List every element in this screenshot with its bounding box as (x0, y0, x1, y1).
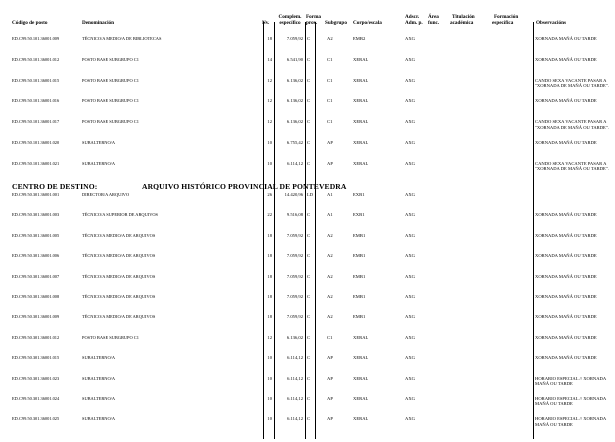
observacions-cell: XORNADA MAÑÁ OU TARDE (535, 273, 597, 279)
header-area-2: func. (428, 20, 440, 26)
subgrupo-cell: AP (327, 375, 333, 381)
header-denominacion: Denominación (82, 20, 114, 26)
code-cell: ED.C99.50.301.36001.009 (12, 314, 60, 320)
code-cell: ED.C99.50.301.36001.001 (12, 192, 60, 197)
nivel-cell: 10 (267, 355, 272, 361)
complemento-cell: 6.114,12 (287, 355, 303, 361)
denominacion-cell: TÉCNICO/A MEDIO/A DE ARQUIVOS (82, 253, 156, 259)
corpo-cell: EMB2 (353, 36, 366, 41)
observacions-cell: HORARIO ESPECIAL // XORNADA MAÑÁ OU TARDE (535, 375, 606, 386)
observacions-cell: HORARIO ESPECIAL // XORNADA MAÑÁ OU TARDE (535, 416, 606, 427)
nivel-cell: 18 (267, 273, 272, 279)
subgrupo-cell: C1 (327, 56, 333, 62)
nivel-cell: 18 (267, 36, 272, 41)
complemento-cell: 6.114,12 (287, 160, 303, 166)
header-area-1: Área (428, 14, 439, 20)
code-cell: ED.C99.50.301.36001.025 (12, 416, 60, 422)
forma-cell: C (307, 77, 311, 83)
complemento-cell: 9.516,08 (286, 212, 303, 218)
denominacion-cell: TÉCNICO/A MEDIO/A DE ARQUIVOS (82, 232, 156, 238)
subgrupo-cell: C1 (327, 334, 333, 340)
header-formacion-1: Formación (494, 14, 519, 20)
code-cell: ED.C99.50.301.36001.023 (12, 375, 60, 381)
forma-cell: C (307, 396, 311, 401)
nivel-cell: 12 (267, 77, 272, 83)
code-cell: ED.C99.50.301.36001.008 (12, 294, 60, 299)
adscripcion-cell: AXG (405, 314, 415, 320)
header-codigo: Código de posto (12, 20, 48, 26)
observacions-cell: XORNADA MAÑÁ OU TARDE (535, 56, 597, 62)
complemento-cell: 7.059,92 (286, 314, 303, 320)
forma-cell: C (307, 36, 311, 41)
header-corpo: Corpo/escala (353, 20, 382, 26)
nivel-cell: 10 (267, 375, 272, 381)
observacions-cell: HORARIO ESPECIAL // XORNADA MAÑÁ OU TARDE (535, 396, 606, 407)
complemento-cell: 6.136,02 (286, 98, 303, 104)
header-observacions: Observacións (536, 20, 566, 26)
corpo-cell: XERAL (353, 56, 369, 62)
subgrupo-cell: C1 (327, 77, 333, 83)
code-cell: ED.C99.50.101.36001.021 (12, 160, 60, 166)
adscripcion-cell: AXG (405, 160, 415, 166)
corpo-cell: XERAL (353, 77, 369, 83)
observacions-cell: XORNADA MAÑÁ OU TARDE (535, 294, 597, 299)
table-row (0, 161, 615, 187)
complemento-cell: 6.136,02 (286, 119, 303, 125)
header-complem-2: específico (279, 20, 301, 26)
subgrupo-cell: A2 (327, 232, 333, 238)
nivel-cell: 10 (267, 396, 272, 401)
header-formacion-2: específica (492, 20, 514, 26)
denominacion-cell: TÉCNICO/A MEDIO/A DE BIBLIOTECAS (82, 36, 162, 41)
subgrupo-cell: A2 (327, 314, 333, 320)
header-subgrupo: Subgrupo (325, 20, 347, 26)
observacions-cell: XORNADA MAÑÁ OU TARDE (535, 355, 597, 361)
complemento-cell: 6.755,42 (286, 140, 303, 145)
forma-cell: C (307, 375, 311, 381)
denominacion-cell: SUBALTERNO/A (82, 160, 116, 166)
adscripcion-cell: AXG (405, 56, 415, 62)
code-cell: ED.C99.50.101.36001.015 (12, 77, 60, 83)
observacions-cell: XORNADA MAÑÁ OU TARDE (535, 212, 597, 218)
nivel-cell: 18 (267, 253, 272, 259)
code-cell: ED.C99.50.301.36001.006 (12, 253, 60, 259)
complemento-cell: 6.136,02 (286, 334, 303, 340)
denominacion-cell: POSTO BASE SUBGRUPO C1 (82, 56, 139, 62)
nivel-cell: 10 (267, 160, 272, 166)
nivel-cell: 14 (267, 56, 272, 62)
table-row (0, 416, 615, 442)
nivel-cell: 18 (267, 232, 272, 238)
observacions-cell: CANDO SEXA VACANTE PASAR A "XORNADA DE MAÑÁ OU TARDE". (535, 77, 609, 88)
code-cell: ED.C99.50.101.36001.020 (12, 140, 60, 145)
code-cell: ED.C99.50.101.36001.009 (12, 36, 60, 41)
forma-cell: C (307, 140, 311, 145)
forma-cell: C (307, 56, 311, 62)
observacions-cell: XORNADA MAÑÁ OU TARDE (535, 140, 597, 145)
complemento-cell: 7.059,92 (286, 253, 303, 259)
adscripcion-cell: AXG (405, 77, 415, 83)
subgrupo-cell: AP (327, 416, 333, 422)
adscripcion-cell: AXG (405, 294, 415, 299)
corpo-cell: EXB1 (353, 212, 365, 218)
centro-destino-name: ARQUIVO HISTÓRICO PROVINCIAL DE PONTEVEDRA (142, 182, 347, 191)
observacions-cell: CANDO SEXA VACANTE PASAR A "XORNADA DE MAÑÁ OU TARDE". (535, 160, 609, 172)
observacions-cell: XORNADA MAÑÁ OU TARDE (535, 36, 597, 41)
nivel-cell: 18 (267, 294, 272, 299)
forma-cell: C (307, 212, 311, 218)
forma-cell: C (307, 416, 311, 422)
corpo-cell: EXB1 (353, 192, 365, 197)
denominacion-cell: TÉCNICO/A MEDIO/A DE ARQUIVOS (82, 294, 156, 299)
subgrupo-cell: A2 (327, 273, 333, 279)
corpo-cell: XERAL (353, 334, 369, 340)
code-cell: ED.C99.50.301.36001.015 (12, 355, 60, 361)
denominacion-cell: POSTO BASE SUBGRUPO C1 (82, 98, 139, 104)
adscripcion-cell: AXG (405, 192, 415, 197)
subgrupo-cell: A1 (327, 212, 333, 218)
observacions-cell: XORNADA MAÑÁ OU TARDE (535, 232, 597, 238)
nivel-cell: 26 (267, 192, 272, 197)
header-titulacion-1: Titulación (452, 14, 475, 20)
nivel-cell: 12 (267, 98, 272, 104)
denominacion-cell: DIRECTOR/A ARQUIVO (82, 192, 130, 197)
subgrupo-cell: AP (327, 160, 333, 166)
adscripcion-cell: AXG (405, 334, 415, 340)
code-cell: ED.C99.50.101.36001.017 (12, 119, 60, 125)
forma-cell: C (307, 314, 311, 320)
forma-cell: LD (307, 192, 314, 197)
corpo-cell: XERAL (353, 416, 369, 422)
adscripcion-cell: AXG (405, 416, 415, 422)
complemento-cell: 14.420,96 (284, 192, 303, 197)
header-nv: Nv. (262, 20, 270, 26)
corpo-cell: XERAL (353, 98, 369, 104)
code-cell: ED.C99.50.301.36001.003 (12, 212, 60, 218)
observacions-cell: XORNADA MAÑÁ OU TARDE (535, 314, 597, 320)
corpo-cell: EMB1 (353, 273, 366, 279)
adscripcion-cell: AXG (405, 232, 415, 238)
observacions-cell: XORNADA MAÑÁ OU TARDE (535, 98, 597, 104)
complemento-cell: 6.114,12 (287, 416, 303, 422)
subgrupo-cell: C1 (327, 98, 333, 104)
corpo-cell: XERAL (353, 160, 369, 166)
header-adscr-2: Adm. p. (405, 20, 423, 26)
adscripcion-cell: AXG (405, 212, 415, 218)
observacions-cell: CANDO SEXA VACANTE PASAR A "XORNADA DE MAÑÁ OU TARDE". (535, 119, 609, 130)
corpo-cell: XERAL (353, 375, 369, 381)
corpo-cell: EMB1 (353, 232, 366, 238)
complemento-cell: 6.114,12 (287, 375, 303, 381)
denominacion-cell: SUBALTERNO/A (82, 396, 116, 401)
forma-cell: C (307, 98, 311, 104)
header-adscr-1: Adscr. (405, 14, 420, 20)
forma-cell: C (307, 253, 311, 259)
observacions-cell: XORNADA MAÑÁ OU TARDE (535, 334, 597, 340)
corpo-cell: XERAL (353, 140, 369, 145)
complemento-cell: 6.114,12 (287, 396, 303, 401)
denominacion-cell: SUBALTERNO/A (82, 355, 116, 361)
forma-cell: C (307, 273, 311, 279)
corpo-cell: XERAL (353, 119, 369, 125)
adscripcion-cell: AXG (405, 273, 415, 279)
adscripcion-cell: AXG (405, 119, 415, 125)
code-cell: ED.C99.50.301.36001.005 (12, 232, 60, 238)
code-cell: ED.C99.50.101.36001.012 (12, 56, 60, 62)
forma-cell: C (307, 160, 311, 166)
denominacion-cell: TÉCNICO/A SUPERIOR DE ARQUIVOS (82, 212, 158, 218)
subgrupo-cell: A2 (327, 294, 333, 299)
nivel-cell: 10 (267, 416, 272, 422)
nivel-cell: 12 (267, 334, 272, 340)
forma-cell: C (307, 232, 311, 238)
header-titulacion-2: académica (450, 20, 474, 26)
subgrupo-cell: AP (327, 140, 333, 145)
adscripcion-cell: AXG (405, 253, 415, 259)
denominacion-cell: SUBALTERNO/A (82, 416, 116, 422)
complemento-cell: 7.059,92 (286, 36, 303, 41)
subgrupo-cell: A2 (327, 36, 333, 41)
complemento-cell: 7.059,92 (286, 232, 303, 238)
complemento-cell: 6.541,90 (286, 56, 303, 62)
forma-cell: C (307, 294, 311, 299)
denominacion-cell: SUBALTERNO/A (82, 375, 116, 381)
adscripcion-cell: AXG (405, 98, 415, 104)
corpo-cell: XERAL (353, 355, 369, 361)
corpo-cell: EMB1 (353, 314, 366, 320)
corpo-cell: EMB1 (353, 253, 366, 259)
header-forma-1: Forma (306, 14, 321, 20)
denominacion-cell: POSTO BASE SUBGRUPO C1 (82, 334, 139, 340)
denominacion-cell: POSTO BASE SUBGRUPO C1 (82, 119, 139, 125)
adscripcion-cell: AXG (405, 140, 415, 145)
complemento-cell: 7.059,92 (286, 294, 303, 299)
complemento-cell: 7.059,92 (286, 273, 303, 279)
denominacion-cell: TÉCNICO/A MEDIO/A DE ARQUIVOS (82, 273, 156, 279)
code-cell: ED.C99.50.301.36001.012 (12, 334, 60, 340)
corpo-cell: XERAL (353, 396, 369, 401)
subgrupo-cell: A1 (327, 192, 333, 197)
forma-cell: C (307, 334, 311, 340)
complemento-cell: 6.136,02 (286, 77, 303, 83)
nivel-cell: 10 (267, 140, 272, 145)
nivel-cell: 18 (267, 314, 272, 320)
forma-cell: C (307, 119, 311, 125)
denominacion-cell: POSTO BASE SUBGRUPO C1 (82, 77, 139, 83)
centro-destino-label: CENTRO DE DESTINO: (12, 182, 98, 191)
adscripcion-cell: AXG (405, 375, 415, 381)
adscripcion-cell: AXG (405, 355, 415, 361)
header-complem-1: Complem. (278, 14, 302, 20)
code-cell: ED.C99.50.101.36001.016 (12, 98, 60, 104)
observacions-cell: XORNADA MAÑÁ OU TARDE (535, 253, 597, 259)
code-cell: ED.C99.50.301.36001.024 (12, 396, 60, 401)
corpo-cell: EMB1 (353, 294, 366, 299)
adscripcion-cell: AXG (405, 36, 415, 41)
subgrupo-cell: AP (327, 355, 333, 361)
forma-cell: C (307, 355, 311, 361)
subgrupo-cell: A2 (327, 253, 333, 259)
header-forma-2: prov. (306, 20, 318, 26)
nivel-cell: 22 (267, 212, 272, 218)
code-cell: ED.C99.50.301.36001.007 (12, 273, 60, 279)
denominacion-cell: TÉCNICO/A MEDIO/A DE ARQUIVOS (82, 314, 156, 320)
denominacion-cell: SUBALTERNO/A (82, 140, 116, 145)
nivel-cell: 12 (267, 119, 272, 125)
adscripcion-cell: AXG (405, 396, 415, 401)
subgrupo-cell: AP (327, 396, 333, 401)
subgrupo-cell: C1 (327, 119, 333, 125)
